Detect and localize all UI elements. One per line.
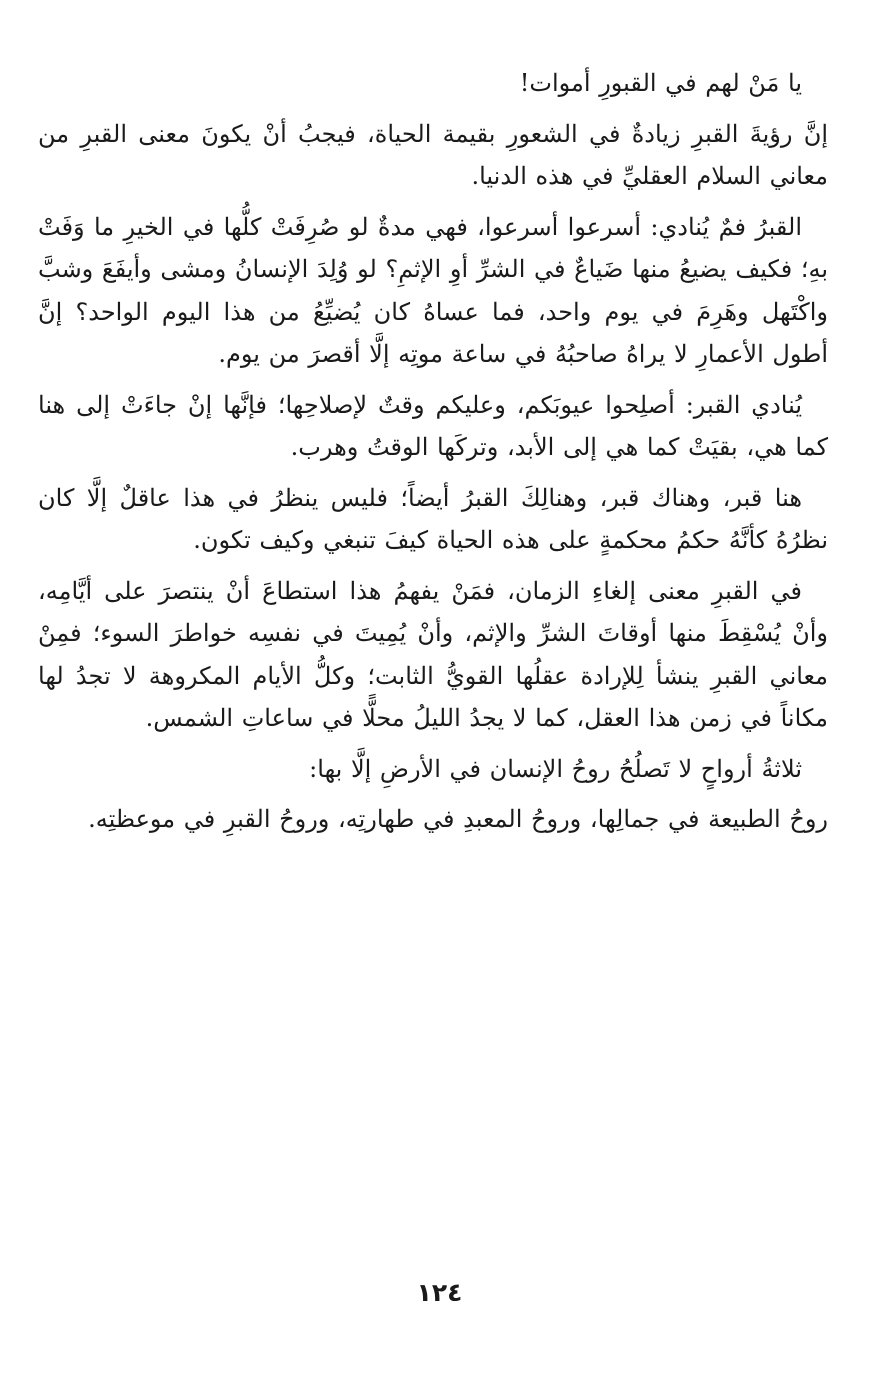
paragraph-4: يُنادي القبر: أصلِحوا عيوبَكم، وعليكم وقتٌ لإصلاحِها؛ فإنَّها إنْ جاءَتْ إلى هنا كما هي، بقيَتْ كما هي إلى الأبد، وتركَها الوقتُ وهرب. (38, 390, 828, 461)
paragraph-1: يا مَنْ لهم في القبورِ أموات! (519, 69, 802, 97)
page-number: ١٢٤ (416, 1278, 463, 1307)
paragraph-6: في القبرِ معنى إلغاءِ الزمان، فمَنْ يفهمُ هذا استطاعَ أنْ ينتصرَ على أيَّامِه، وأنْ يُسْقِطَ منها أوقاتَ الشرِّ والإثم، وأنْ يُمِيتَ في نفسِه خواطرَ السوء؛ فمِنْ معاني القبرِ ينشأ لِلإرادة عقلُها القويُّ الثابت؛ وكلُّ الأيام المكروهة لا تجدُ لها مكاناً في زمن هذا العقل، كما لا يجدُ الليلُ محلًّا في ساعاتِ الشمس. (38, 576, 828, 732)
paragraph-7: ثلاثةُ أرواحٍ لا تَصلُحُ روحُ الإنسان في الأرضِ إلَّا بها: (309, 754, 802, 783)
paragraph-5: هنا قبر، وهناك قبر، وهنالِكَ القبرُ أيضاً؛ فليس ينظرُ في هذا عاقلٌ إلَّا كان نظرُهُ كأنَّهُ حكمُ محكمةٍ على هذه الحياة كيفَ تنبغي وكيف تكون. (38, 483, 828, 554)
page-text (38, 62, 828, 849)
paragraph-3: القبرُ فمٌ يُنادي: أسرعوا أسرعوا، فهي مدةٌ لو صُرِفَتْ كلُّها في الخيرِ ما وَفَتْ بهِ؛ فكيف يضيعُ منها ضَياعٌ في الشرِّ أوِ الإثمِ؟ لو وُلِدَ الإنسانُ ومشى وأيفَعَ وشبَّ واكْتَهل وهَرِمَ في يوم واحد، فما عساهُ كان يُضيِّعُ من هذا اليوم الواحد؟ إنَّ أطول الأعمارِ لا يراهُ صاحبُهُ في ساعة موتِه إلَّا أقصرَ من يوم. (38, 212, 828, 368)
paragraph-2: إنَّ رؤيةَ القبرِ زيادةٌ في الشعورِ بقيمة الحياة، فيجبُ أنْ يكونَ معنى القبرِ من معاني السلام العقليِّ في هذه الدنيا. (38, 119, 828, 190)
paragraph-8: روحُ الطبيعة في جمالِها، وروحُ المعبدِ في طهارتِه، وروحُ القبرِ في موعظتِه. (88, 805, 828, 833)
